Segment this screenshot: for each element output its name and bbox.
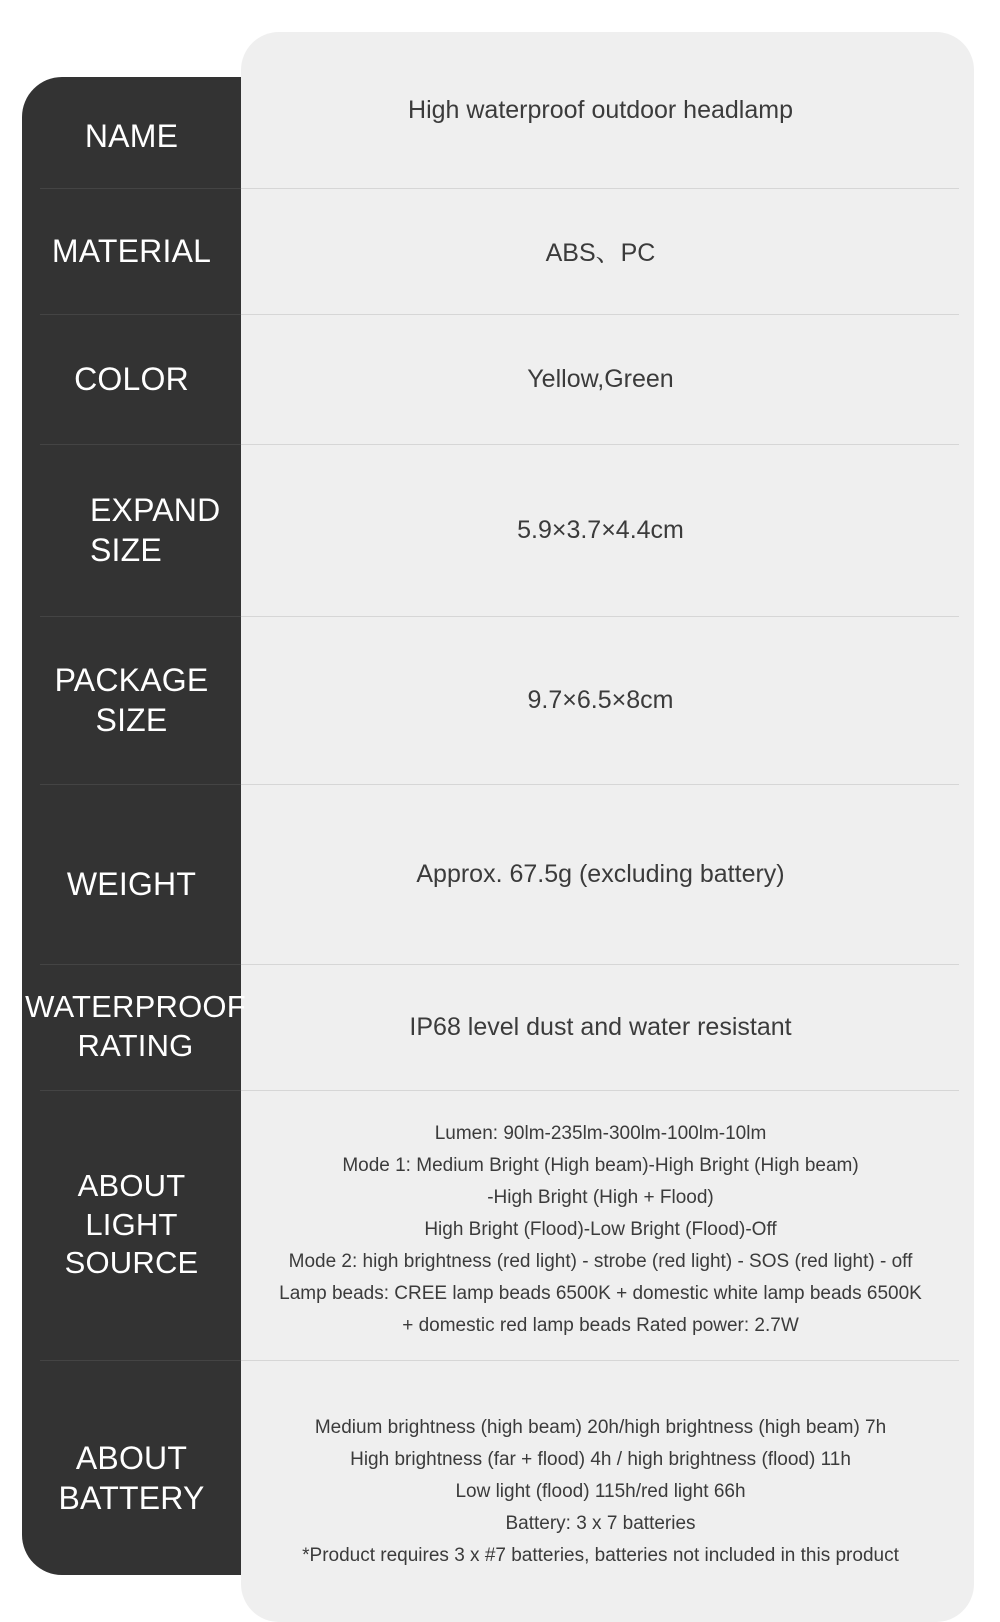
spec-label: ABOUT BATTERY	[58, 1439, 205, 1516]
spec-label: MATERIAL	[51, 233, 212, 269]
row-divider	[241, 616, 959, 617]
spec-value-line: High Bright (Flood)-Low Bright (Flood)-Off	[424, 1219, 777, 1240]
row-divider	[241, 1360, 959, 1361]
row-divider	[40, 1090, 241, 1091]
spec-value-line: Lumen: 90lm-235lm-300lm-100lm-10lm	[434, 1123, 767, 1144]
row-divider	[241, 784, 959, 785]
spec-row-light-source	[22, 1090, 960, 1360]
spec-label: WATERPROOF RATING	[25, 989, 246, 1063]
spec-value-line: Low light (flood) 115h/red light 66h	[455, 1480, 746, 1502]
spec-row-package-size	[22, 616, 960, 784]
spec-value-line: Medium brightness (high beam) 20h/high brightness (high beam) 7h	[314, 1416, 887, 1438]
row-divider	[40, 188, 241, 189]
spec-value-line: Mode 2: high brightness (red light) - strobe (red light) - SOS (red light) - off	[288, 1251, 913, 1272]
spec-value-line: IP68 level dust and water resistant	[409, 1012, 792, 1041]
spec-value	[241, 1090, 960, 1360]
spec-row-waterproof-rating	[22, 964, 960, 1090]
spec-value-line: Yellow,Green	[527, 364, 674, 393]
row-divider	[241, 1090, 959, 1091]
spec-value-line: High waterproof outdoor headlamp	[408, 96, 793, 124]
row-divider	[40, 616, 241, 617]
spec-value	[241, 784, 960, 964]
row-divider	[40, 444, 241, 445]
row-divider	[40, 1360, 241, 1361]
spec-row-weight	[22, 784, 960, 964]
row-divider	[40, 964, 241, 965]
spec-value-line: Battery: 3 x 7 batteries	[505, 1512, 696, 1534]
spec-label: EXPAND SIZE	[90, 492, 221, 568]
spec-value-line: Approx. 67.5g (excluding battery)	[416, 859, 785, 888]
spec-label: NAME	[84, 117, 179, 154]
spec-label: COLOR	[74, 361, 189, 397]
spec-value-line: Mode 1: Medium Bright (High beam)-High Bright (High beam)	[342, 1155, 859, 1176]
spec-value	[241, 964, 960, 1090]
spec-value-line: 9.7×6.5×8cm	[527, 685, 674, 714]
spec-value-line: Lamp beads: CREE lamp beads 6500K + domestic white lamp beads 6500K	[279, 1283, 922, 1304]
row-divider	[241, 964, 959, 965]
spec-value	[241, 314, 960, 444]
row-divider	[40, 784, 241, 785]
row-divider	[241, 188, 959, 189]
spec-value-line: High brightness (far + flood) 4h / high brightness (flood) 11h	[350, 1448, 851, 1470]
spec-value-line: ABS、PC	[545, 239, 656, 267]
spec-value-line: -High Bright (High + Flood)	[487, 1187, 714, 1208]
row-divider	[241, 314, 959, 315]
spec-value	[241, 77, 960, 188]
spec-value-line: 5.9×3.7×4.4cm	[517, 515, 684, 544]
spec-value	[241, 444, 960, 616]
spec-value	[241, 616, 960, 784]
spec-row-expand-size	[22, 444, 960, 616]
spec-row-material	[22, 188, 960, 314]
spec-label: WEIGHT	[66, 866, 197, 902]
spec-value	[241, 1360, 960, 1575]
spec-label: ABOUT LIGHT SOURCE	[64, 1167, 199, 1281]
spec-row-color	[22, 314, 960, 444]
row-divider	[241, 444, 959, 445]
spec-value-line: + domestic red lamp beads Rated power: 2.7W	[402, 1315, 799, 1336]
row-divider	[40, 314, 241, 315]
spec-label: PACKAGE SIZE	[54, 662, 209, 738]
spec-value	[241, 188, 960, 314]
spec-row-name	[22, 77, 960, 188]
spec-row-battery	[22, 1360, 960, 1575]
spec-value-line: *Product requires 3 x #7 batteries, batteries not included in this product	[302, 1544, 899, 1566]
